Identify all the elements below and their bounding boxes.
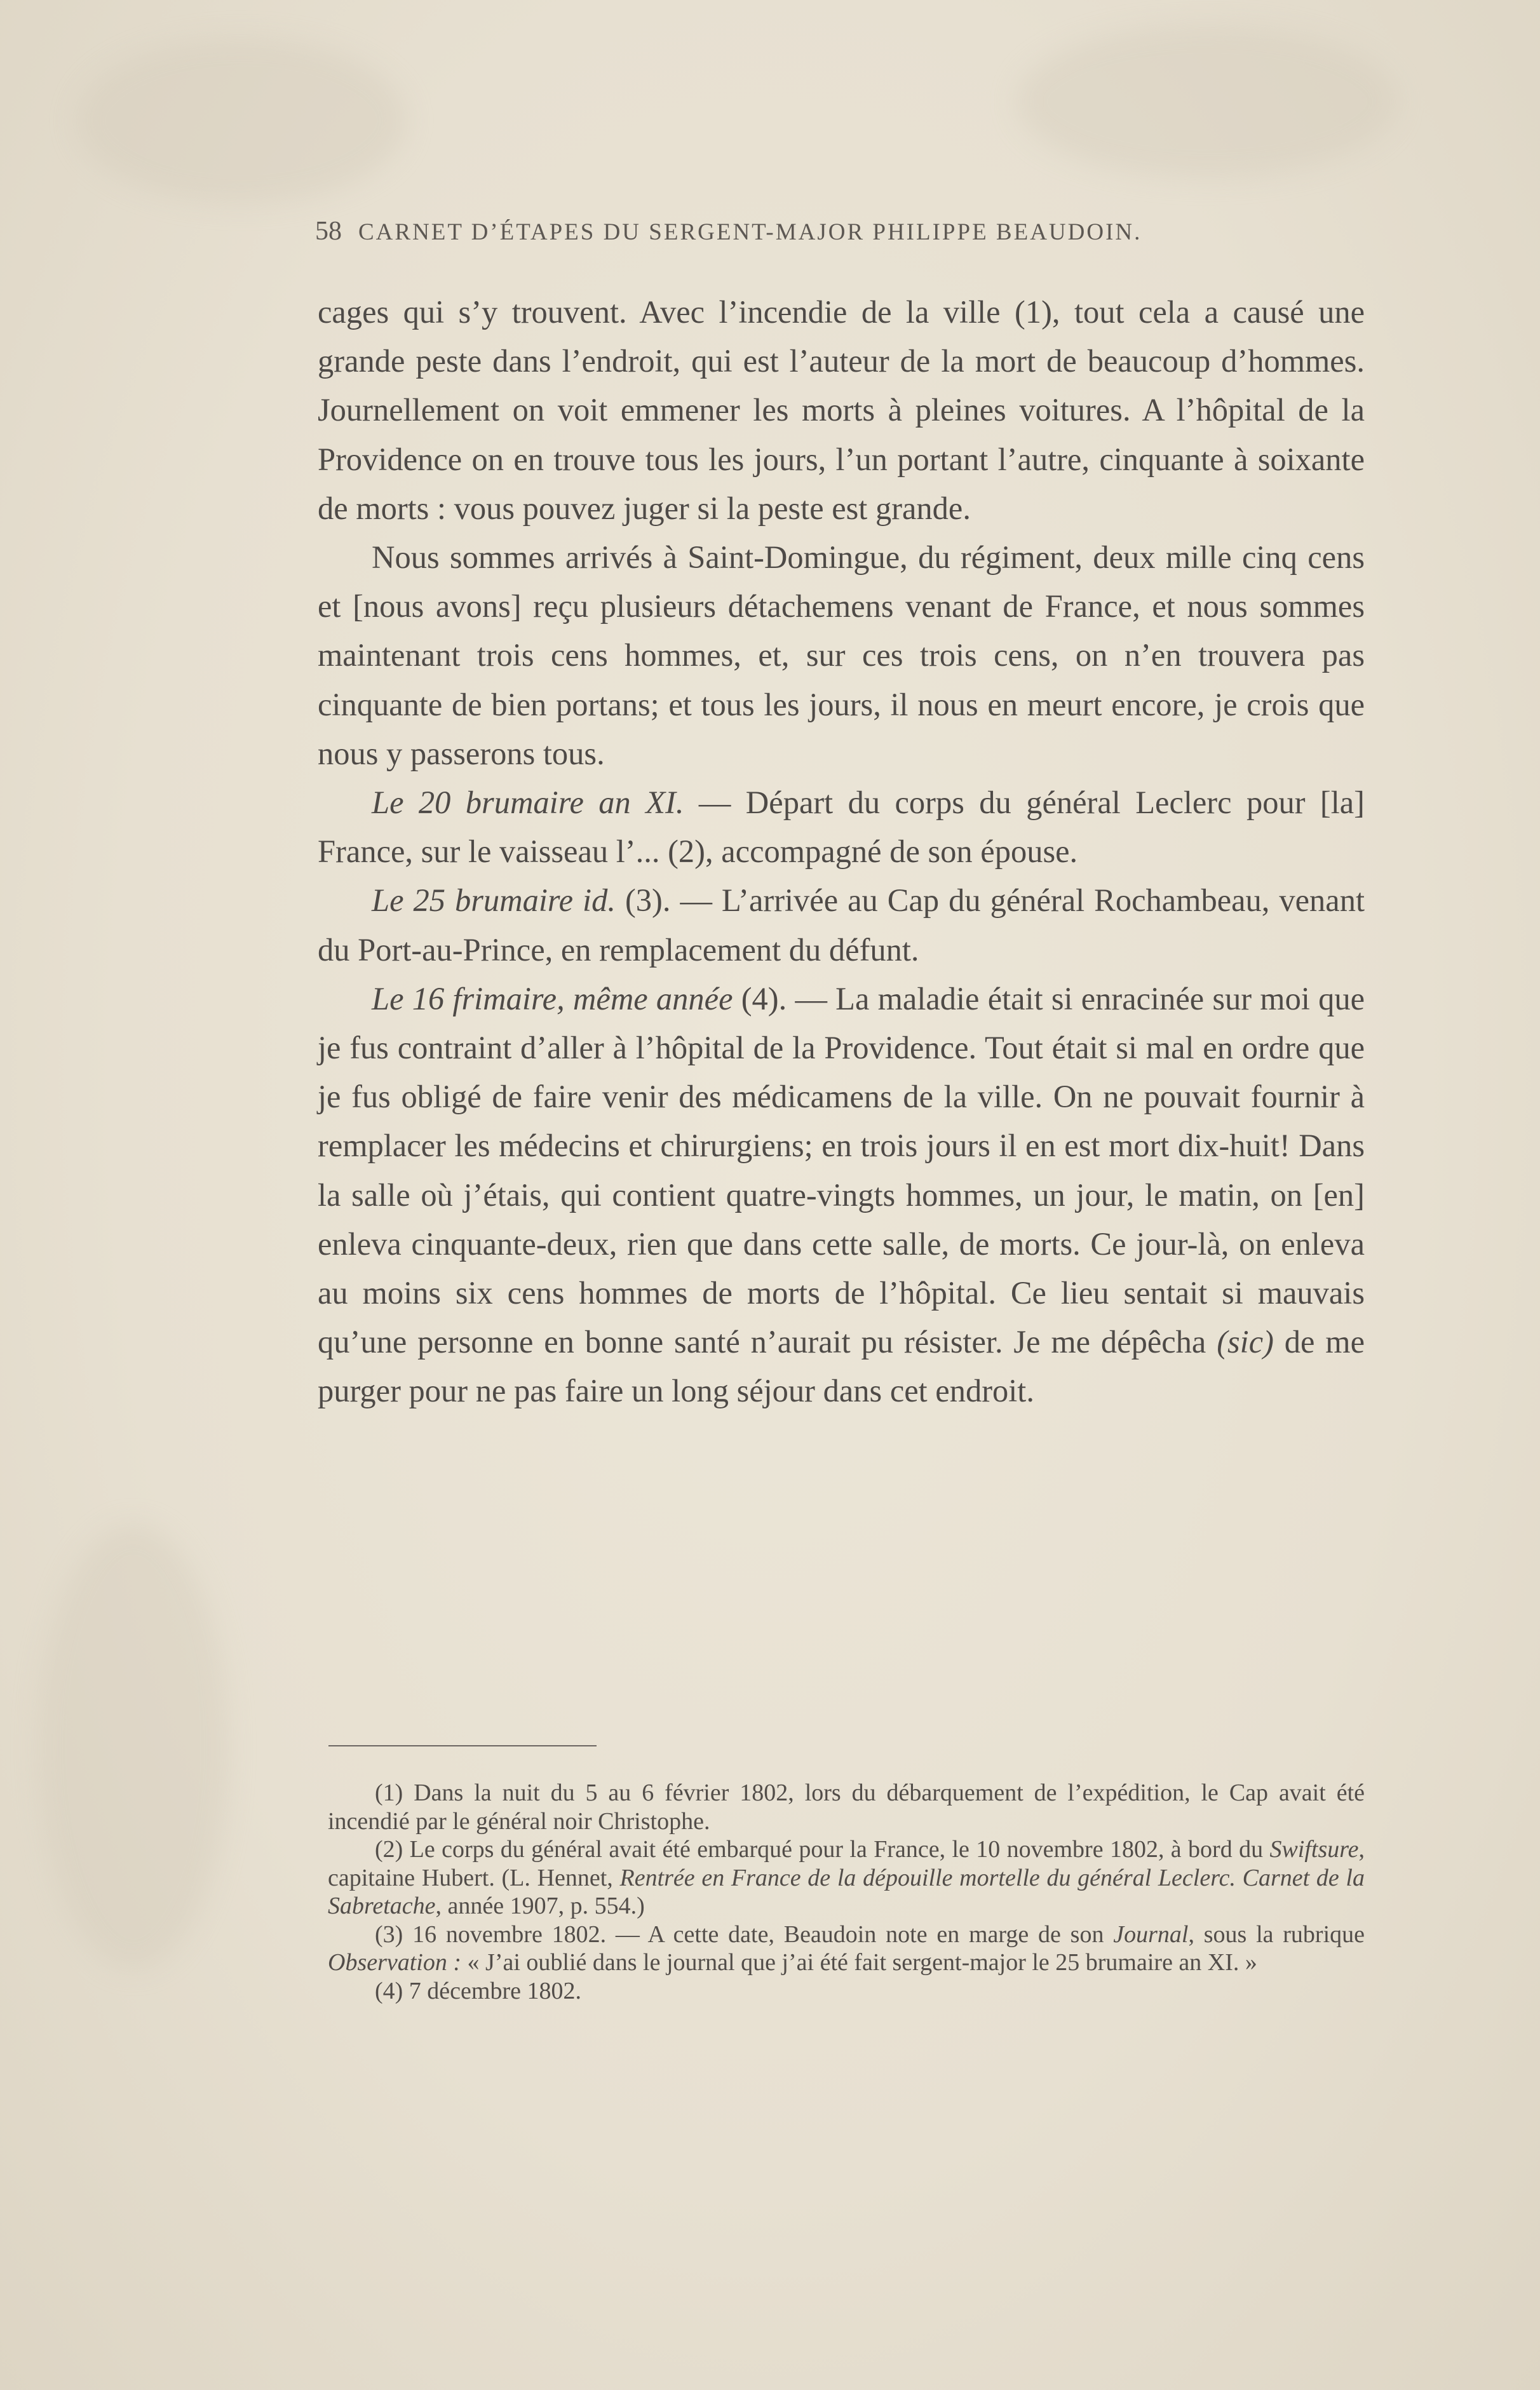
paragraph-3 [318,778,1365,876]
page-number: 58 [315,217,342,246]
footnote-2-text: (2) Le corps du général avait été embarqué pour la France, le 10 novembre 1802, à bord du [375,1836,1270,1863]
paper-stain [76,38,407,203]
footnote-rule [328,1745,597,1746]
paper-stain [38,1525,229,1969]
footnote-2-text-c: , année 1907, p. 554.) [435,1893,645,1919]
paragraph-4-text: (3). — L’arrivée au Cap du général Rochambeau, venant du Port-au-Prince, en remplacement du défunt. [318,882,1365,968]
body-text [318,288,1365,1416]
ship-name: Swiftsure [1269,1836,1359,1863]
paragraph-3-text: — Départ du corps du général Leclerc pour [la] France, sur le vaisseau l’... (2), accompagné de son épouse. [318,785,1365,870]
footnotes [328,1779,1365,2005]
sic-marker: (sic) [1217,1324,1274,1360]
paragraph-5 [318,975,1365,1416]
paragraph-5-text: (4). — La maladie était si enracinée sur moi que je fus contraint d’aller à l’hôpital de la Providence. Tout était si mal en ordre que je fus obligé de faire venir des médicamens de la ville. On ne pouvait fournir à remplacer les médecins et chirurgiens; en trois jours il en est mort dix-huit! Dans la salle où j’étais, qui contient quatre-vingts hommes, un jour, le matin, on [en] enleva cinquante-deux, rien que dans cette salle, de morts. Ce jour-là, on enleva au moins six cens hommes de morts de l’hôpital. Ce lieu sentait si mauvais qu’une personne en bonne santé n’aurait pu résister. Je me dépêcha [318,980,1365,1360]
paragraph-1: cages qui s’y trouvent. Avec l’incendie de la ville (1), tout cela a causé une grande peste dans l’endroit, qui est l’auteur de la mort de beaucoup d’hommes. Journellement on voit emmener les morts à pleines voitures. A l’hôpital de la Providence on en trouve tous les jours, l’un portant l’autre, cinquante à soixante de morts : vous pouvez juger si la peste est grande. [318,294,1365,526]
footnote-3 [328,1921,1365,1977]
journal-title: Journal [1113,1921,1189,1948]
paragraph-4 [318,876,1365,974]
paragraph-5-text-end: de me purger pour ne pas faire un long séjour dans cet endroit. [318,1324,1365,1409]
footnote-2 [328,1835,1365,1921]
paragraph-2: Nous sommes arrivés à Saint-Domingue, du régiment, deux mille cinq cens et [nous avons] reçu plusieurs détachemens venant de France, et nous sommes maintenant trois cens hommes, et, sur ces trois cens, on n’en trouvera pas cinquante de bien portans; et tous les jours, il nous en meurt encore, je crois que nous y passerons tous. [318,539,1365,771]
rubric-title: Observation : [328,1949,462,1976]
date-heading: Le 20 brumaire an XI. [372,785,684,821]
paper-stain [1017,25,1398,178]
cited-title: Rentrée en France de la dépouille mortelle du général Leclerc. Carnet de la Sabretache [328,1864,1365,1919]
footnote-4: (4) 7 décembre 1802. [375,1977,581,2004]
footnote-3-text: (3) 16 novembre 1802. — A cette date, Beaudoin note en marge de son [375,1921,1114,1948]
date-heading: Le 25 brumaire id. [372,882,616,919]
running-head [315,216,1370,246]
footnote-3-text-b: , sous la rubrique [1188,1921,1365,1948]
date-heading: Le 16 frimaire, même année [372,980,733,1016]
footnote-3-text-c: « J’ai oublié dans le journal que j’ai été fait sergent-major le 25 brumaire an XI. » [461,1949,1257,1976]
footnote-2-text-b: , capitaine Hubert. (L. Hennet, [328,1836,1365,1891]
footnote-1: (1) Dans la nuit du 5 au 6 février 1802, lors du débarquement de l’expédition, le Cap avait été incendié par le général noir Christophe. [328,1779,1365,1835]
running-title: CARNET D’ÉTAPES DU SERGENT-MAJOR PHILIPPE BEAUDOIN. [358,219,1142,245]
